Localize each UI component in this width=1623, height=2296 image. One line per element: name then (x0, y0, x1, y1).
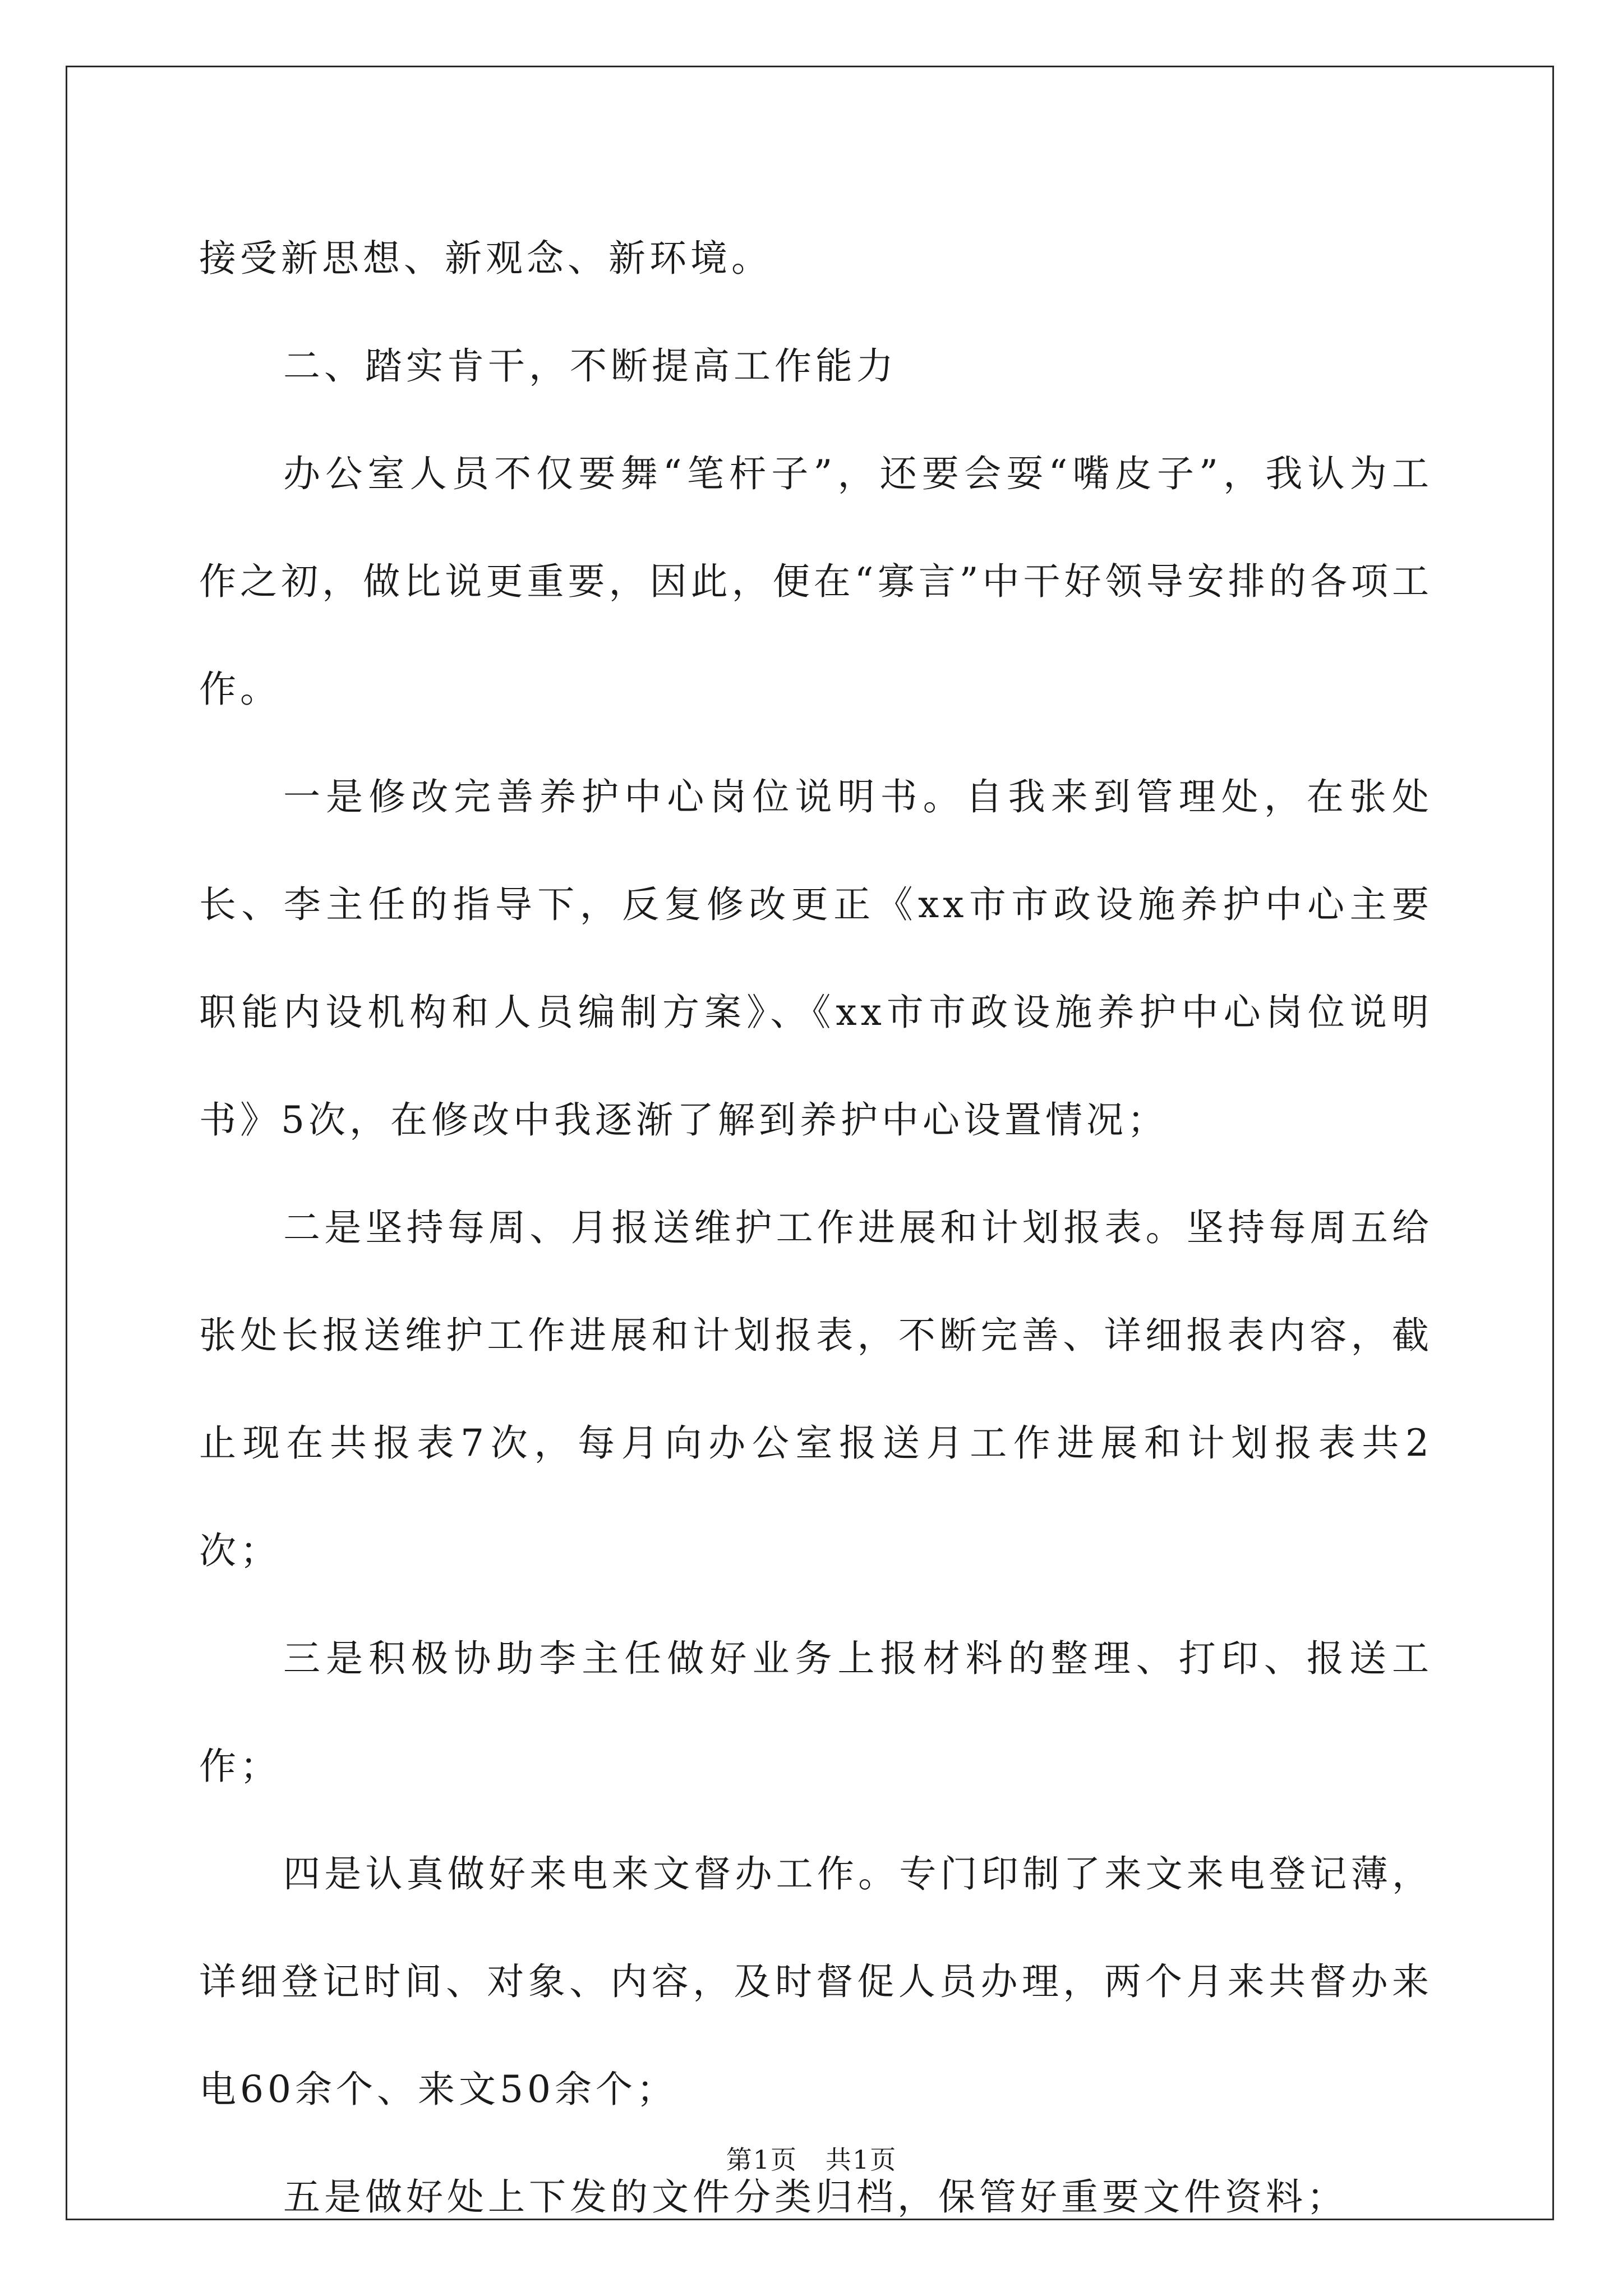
section-heading: 二、踏实肯干，不断提高工作能力 (283, 344, 897, 388)
paragraph-continuation: 接受新思想、新观念、新环境。 (199, 237, 772, 280)
document-body (199, 205, 1433, 2251)
page-footer (0, 2143, 1623, 2177)
page-number: 第1页 (726, 2145, 797, 2175)
paragraph: 三是积极协助李主任做好业务上报材料的整理、打印、报送工作； (199, 1637, 1433, 1788)
paragraph: 五是做好处上下发的文件分类归档，保管好重要文件资料； (283, 2175, 1348, 2219)
paragraph: 办公室人员不仅要舞“笔杆子”，还要会耍“嘴皮子”，我认为工作之初，做比说更重要，因此，便在“寡言”中干好领导安排的各项工作。 (199, 452, 1433, 711)
paragraph: 二是坚持每周、月报送维护工作进展和计划报表。坚持每周五给张处长报送维护工作进展和计划报表，不断完善、详细报表内容，截止现在共报表7次，每月向办公室报送月工作进展和计划报表共2次； (199, 1206, 1433, 1572)
page-total: 共1页 (826, 2145, 897, 2175)
paragraph: 四是认真做好来电来文督办工作。专门印制了来文来电登记薄，详细登记时间、对象、内容，及时督促人员办理，两个月来共督办来电60余个、来文50余个； (199, 1852, 1433, 2111)
paragraph: 一是修改完善养护中心岗位说明书。自我来到管理处，在张处长、李主任的指导下，反复修改更正《xx市市政设施养护中心主要职能内设机构和人员编制方案》、《xx市市政设施养护中心岗位说明书》5次，在修改中我逐渐了解到养护中心设置情况； (199, 775, 1433, 1142)
